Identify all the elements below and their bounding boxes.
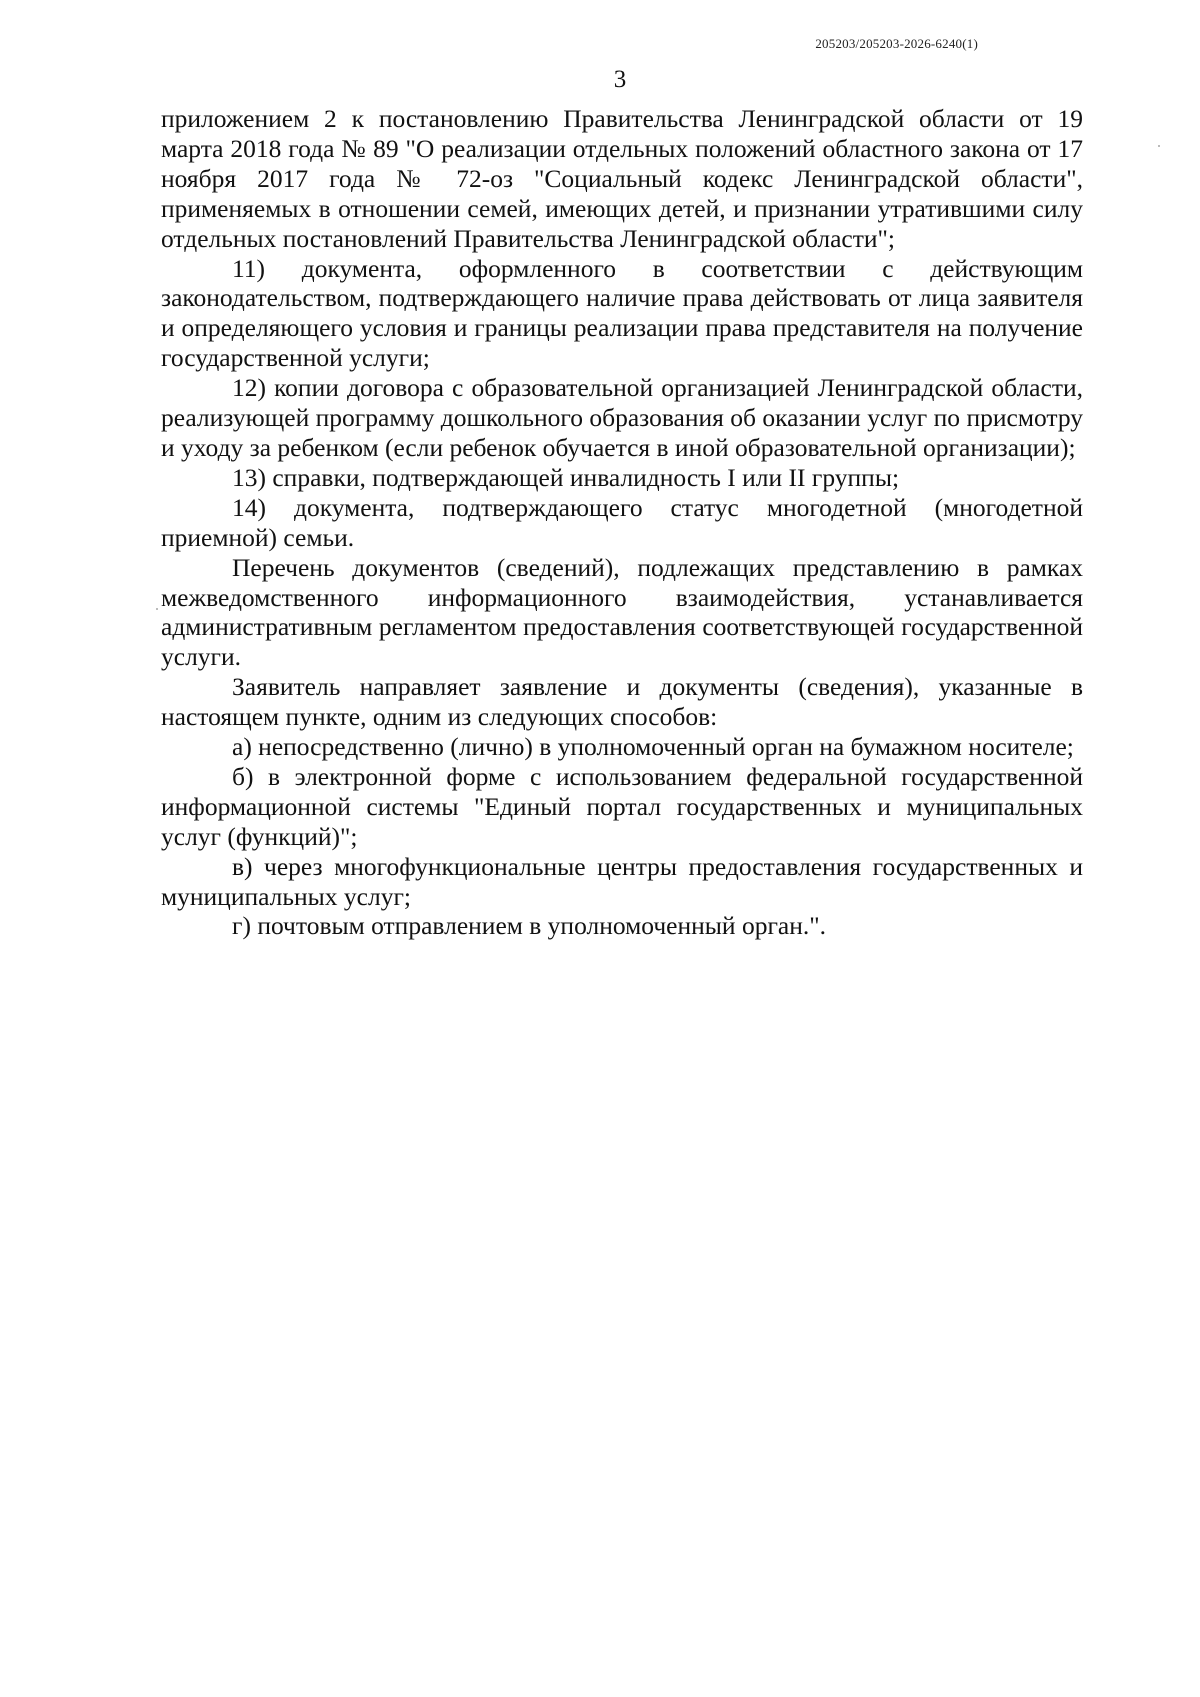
paragraph-submission-methods: Заявитель направляет заявление и документы (сведения), указанные в настоящем пункте, одним из следующих способов: <box>161 672 1083 732</box>
scan-speck <box>156 608 158 610</box>
paragraph-method-g: г) почтовым отправлением в уполномоченный орган.". <box>232 911 827 941</box>
paragraph-method-a: а) непосредственно (лично) в уполномоченный орган на бумажном носителе; <box>232 732 1074 762</box>
paragraph-item-12: 12) копии договора с образовательной организацией Ленинградской области, реализующей программу дошкольного образования об оказании услуг по присмотру и уходу за ребенком (если ребенок обучается в иной образовательной организации); <box>161 373 1083 462</box>
paragraph-method-v: в) через многофункциональные центры предоставления государственных и муниципальных услуг; <box>161 851 1083 911</box>
paragraph-document-list: Перечень документов (сведений), подлежащих представлению в рамках межведомственного информационного взаимодействия, устанавливается административным регламентом предоставления соответствующей государственной услуги. <box>161 552 1083 672</box>
paragraph-method-b: б) в электронной форме с использованием федеральной государственной информационной системы "Единый портал государственных и муниципальных услуг (функций)"; <box>161 761 1083 851</box>
document-body <box>161 104 1083 941</box>
paragraph-item-13: 13) справки, подтверждающей инвалидность I или II группы; <box>232 462 900 492</box>
paragraph-item-11: 11) документа, оформленного в соответствии с действующим законодательством, подтверждающего наличие права действовать от лица заявителя и определяющего условия и границы реализации права представителя на получение государственной услуги; <box>161 253 1083 373</box>
paragraph-item-14: 14) документа, подтверждающего статус многодетной (многодетной приемной) семьи. <box>161 492 1083 552</box>
document-id: 205203/205203-2026-6240(1) <box>815 36 978 51</box>
scan-speck <box>1158 145 1160 147</box>
page-number: 3 <box>613 66 627 93</box>
paragraph-continuation: приложением 2 к постановлению Правительства Ленинградской области от 19 марта 2018 года № 89 "О реализации отдельных положений областного закона от 17 ноября 2017 года № 72-оз "Социальный кодекс Ленинградской области", применяемых в отношении семей, имеющих детей, и признании утратившими силу отдельных постановлений Правительства Ленинградской области"; <box>161 104 1083 253</box>
